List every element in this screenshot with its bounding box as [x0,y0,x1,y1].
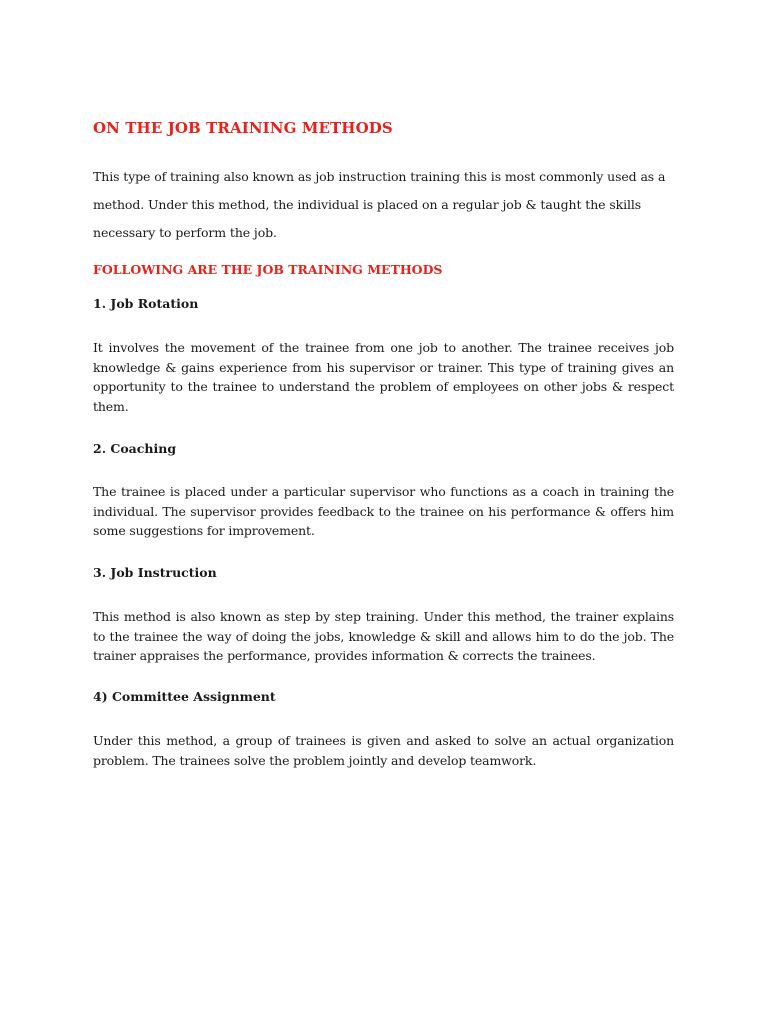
section-heading-job-rotation: 1. Job Rotation [93,296,199,311]
section-body-job-instruction: This method is also known as step by step training. Under this method, the trainer explains to the trainee the way of doing the jobs, knowledge & skill and allows him to do the job. The trainer appraises the performance, provides information & corrects the trainees. [93,609,674,663]
section-body-job-rotation: It involves the movement of the trainee from one job to another. The trainee receives job knowledge & gains experience from his supervisor or trainer. This type of training gives an opportunity to the trainee to understand the problem of employees on other jobs & respect them. [93,340,674,414]
intro-paragraph: This type of training also known as job instruction training this is most commonly used as a method. Under this method, the individual is placed on a regular job & taught the skills necessary to perform the job. [93,169,666,240]
section-heading-committee-assignment: 4) Committee Assignment [93,689,276,704]
section-body-committee-assignment: Under this method, a group of trainees is given and asked to solve an actual organization problem. The trainees solve the problem jointly and develop teamwork. [93,733,674,768]
section-subtitle: FOLLOWING ARE THE JOB TRAINING METHODS [93,262,443,277]
document-title: ON THE JOB TRAINING METHODS [93,119,393,137]
section-heading-job-instruction: 3. Job Instruction [93,565,217,580]
document-page [93,0,674,1024]
section-body-coaching: The trainee is placed under a particular supervisor who functions as a coach in training the individual. The supervisor provides feedback to the trainee on his performance & offers him some suggestions for improvement. [93,484,674,538]
section-heading-coaching: 2. Coaching [93,441,177,456]
